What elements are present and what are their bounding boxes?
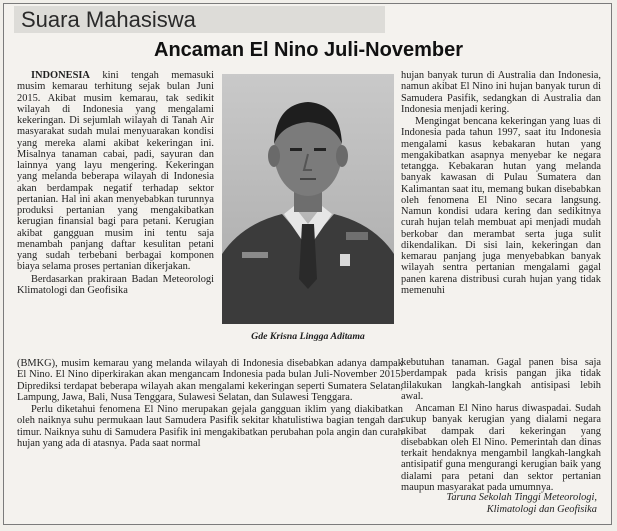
paragraph: Berdasarkan prakiraan Badan Meteorologi Klimatologi dan Geofisika [17,273,214,296]
headline: Ancaman El Nino Juli-November [154,39,463,61]
paragraph [17,70,214,273]
signature-line: Klimatologi dan Geofisika [486,504,597,515]
column-left [17,70,214,296]
portrait-image [222,74,394,324]
paragraph: Perlu diketahui fenomena El Nino merupakan gejala gangguan iklim yang diakibatkan oleh naiknya suhu permukaan laut Samudera Pasifik sekitar khatulistiwa bagian tengah dan timur. Naiknya suhu di Samudera Pasifik ini mengakibatkan perubahan pola angin dan curah hujan yang ada di atasnya. Pada saat normal [17,404,403,449]
paragraph: hujan banyak turun di Australia dan Indonesia, namun akibat El Nino ini hujan banyak turun di Samudera Pasifik, sedangkan di Australia dan Indonesia menjadi kering. [401,70,601,115]
column-right [401,70,601,296]
paragraph: Mengingat bencana kekeringan yang luas di Indonesia pada tahun 1997, saat itu Indonesia mengalami kasus kebakaran hutan yang mengakibatkan asapnya menyebar ke negara tetangga. Kebakaran hutan yang melanda banyak kawasan di Pulau Sumatera dan Kalimantan saat itu, memang bukan disebabkan oleh fenomena El Nino secara langsung. Namun kondisi udara kering dan sedikitnya curah hujan telah membuat api menjadi mudah berkobar dan merambat serta juga sulit dikendalikan. Di sisi lain, kekeringan dan kemarau panjang juga menyebabkan banyak wilayah sentra pertanian mengalami gagal panen karena distribusi curah hujan yang tidak memenuhi [401,116,601,296]
paragraph: kebutuhan tanaman. Gagal panen bisa saja berdampak pada krisis pangan jika tidak dilakukan langkah-langkah antisipasi lebih awal. [401,357,601,402]
author-signature [337,492,597,516]
dateline: INDONESIA [31,70,90,81]
author-photo [222,74,394,324]
column-bottom-left [17,358,403,449]
section-rubric: Suara Mahasiswa [14,6,385,33]
paragraph: Ancaman El Nino harus diwaspadai. Sudah cukup banyak kerugian yang dialami negara akibat dampak dari kekeringan yang disebabkan oleh El Nino. Pemerintah dan dinas terkait hendaknya mengambil langkah-langkah antisipatif guna mengurangi kerugian baik yang dialami para petani dan sektor pertanian maupun masyarakat pada umumnya. [401,403,601,493]
paragraph-text: kini tengah memasuki musim kemarau terhitung sejak bulan Juni 2015. Akibat musim kemarau, tak sedikit wilayah di Indonesia yang mengalami kekeringan. Di sejumlah wilayah di Tanah Air masyarakat sudah mulai menyuarakan kondisi yang mereka alami akibat kekeringan ini. Misalnya tanaman cabai, padi, sayuran dan lainnya yang layu mengering. Kekeringan yang melanda beberapa wilayah di Indonesia akan berdampak negatif terhadap sektor pertanian. Hal ini akan menyebabkan turunnya produksi pertanian yang mengakibatkan kerugian finansial bagi para petani. Kerugian akibat gangguan musim ini tentu saja menambah panjang daftar kesulitan petani yang sudah terbebani berbagai komponen biaya selama proses pertanian dikerjakan. [17,70,214,273]
signature-line: Taruna Sekolah Tinggi Meteorologi, [446,492,597,503]
column-tail [401,357,601,493]
photo-caption: Gde Krisna Lingga Aditama [251,331,365,342]
paragraph: (BMKG), musim kemarau yang melanda wilayah di Indonesia disebabkan adanya dampak El Nino. El Nino diperkirakan akan mengancam Indonesia pada bulan Juli-November 2015. Diprediksi terdapat beberapa wilayah akan mengalami kekeringan seperti Sumatera Selatan, Lampung, Jawa, Bali, Nusa Tenggara, Sulawesi Selatan, dan Sulawesi Tenggara. [17,358,403,403]
